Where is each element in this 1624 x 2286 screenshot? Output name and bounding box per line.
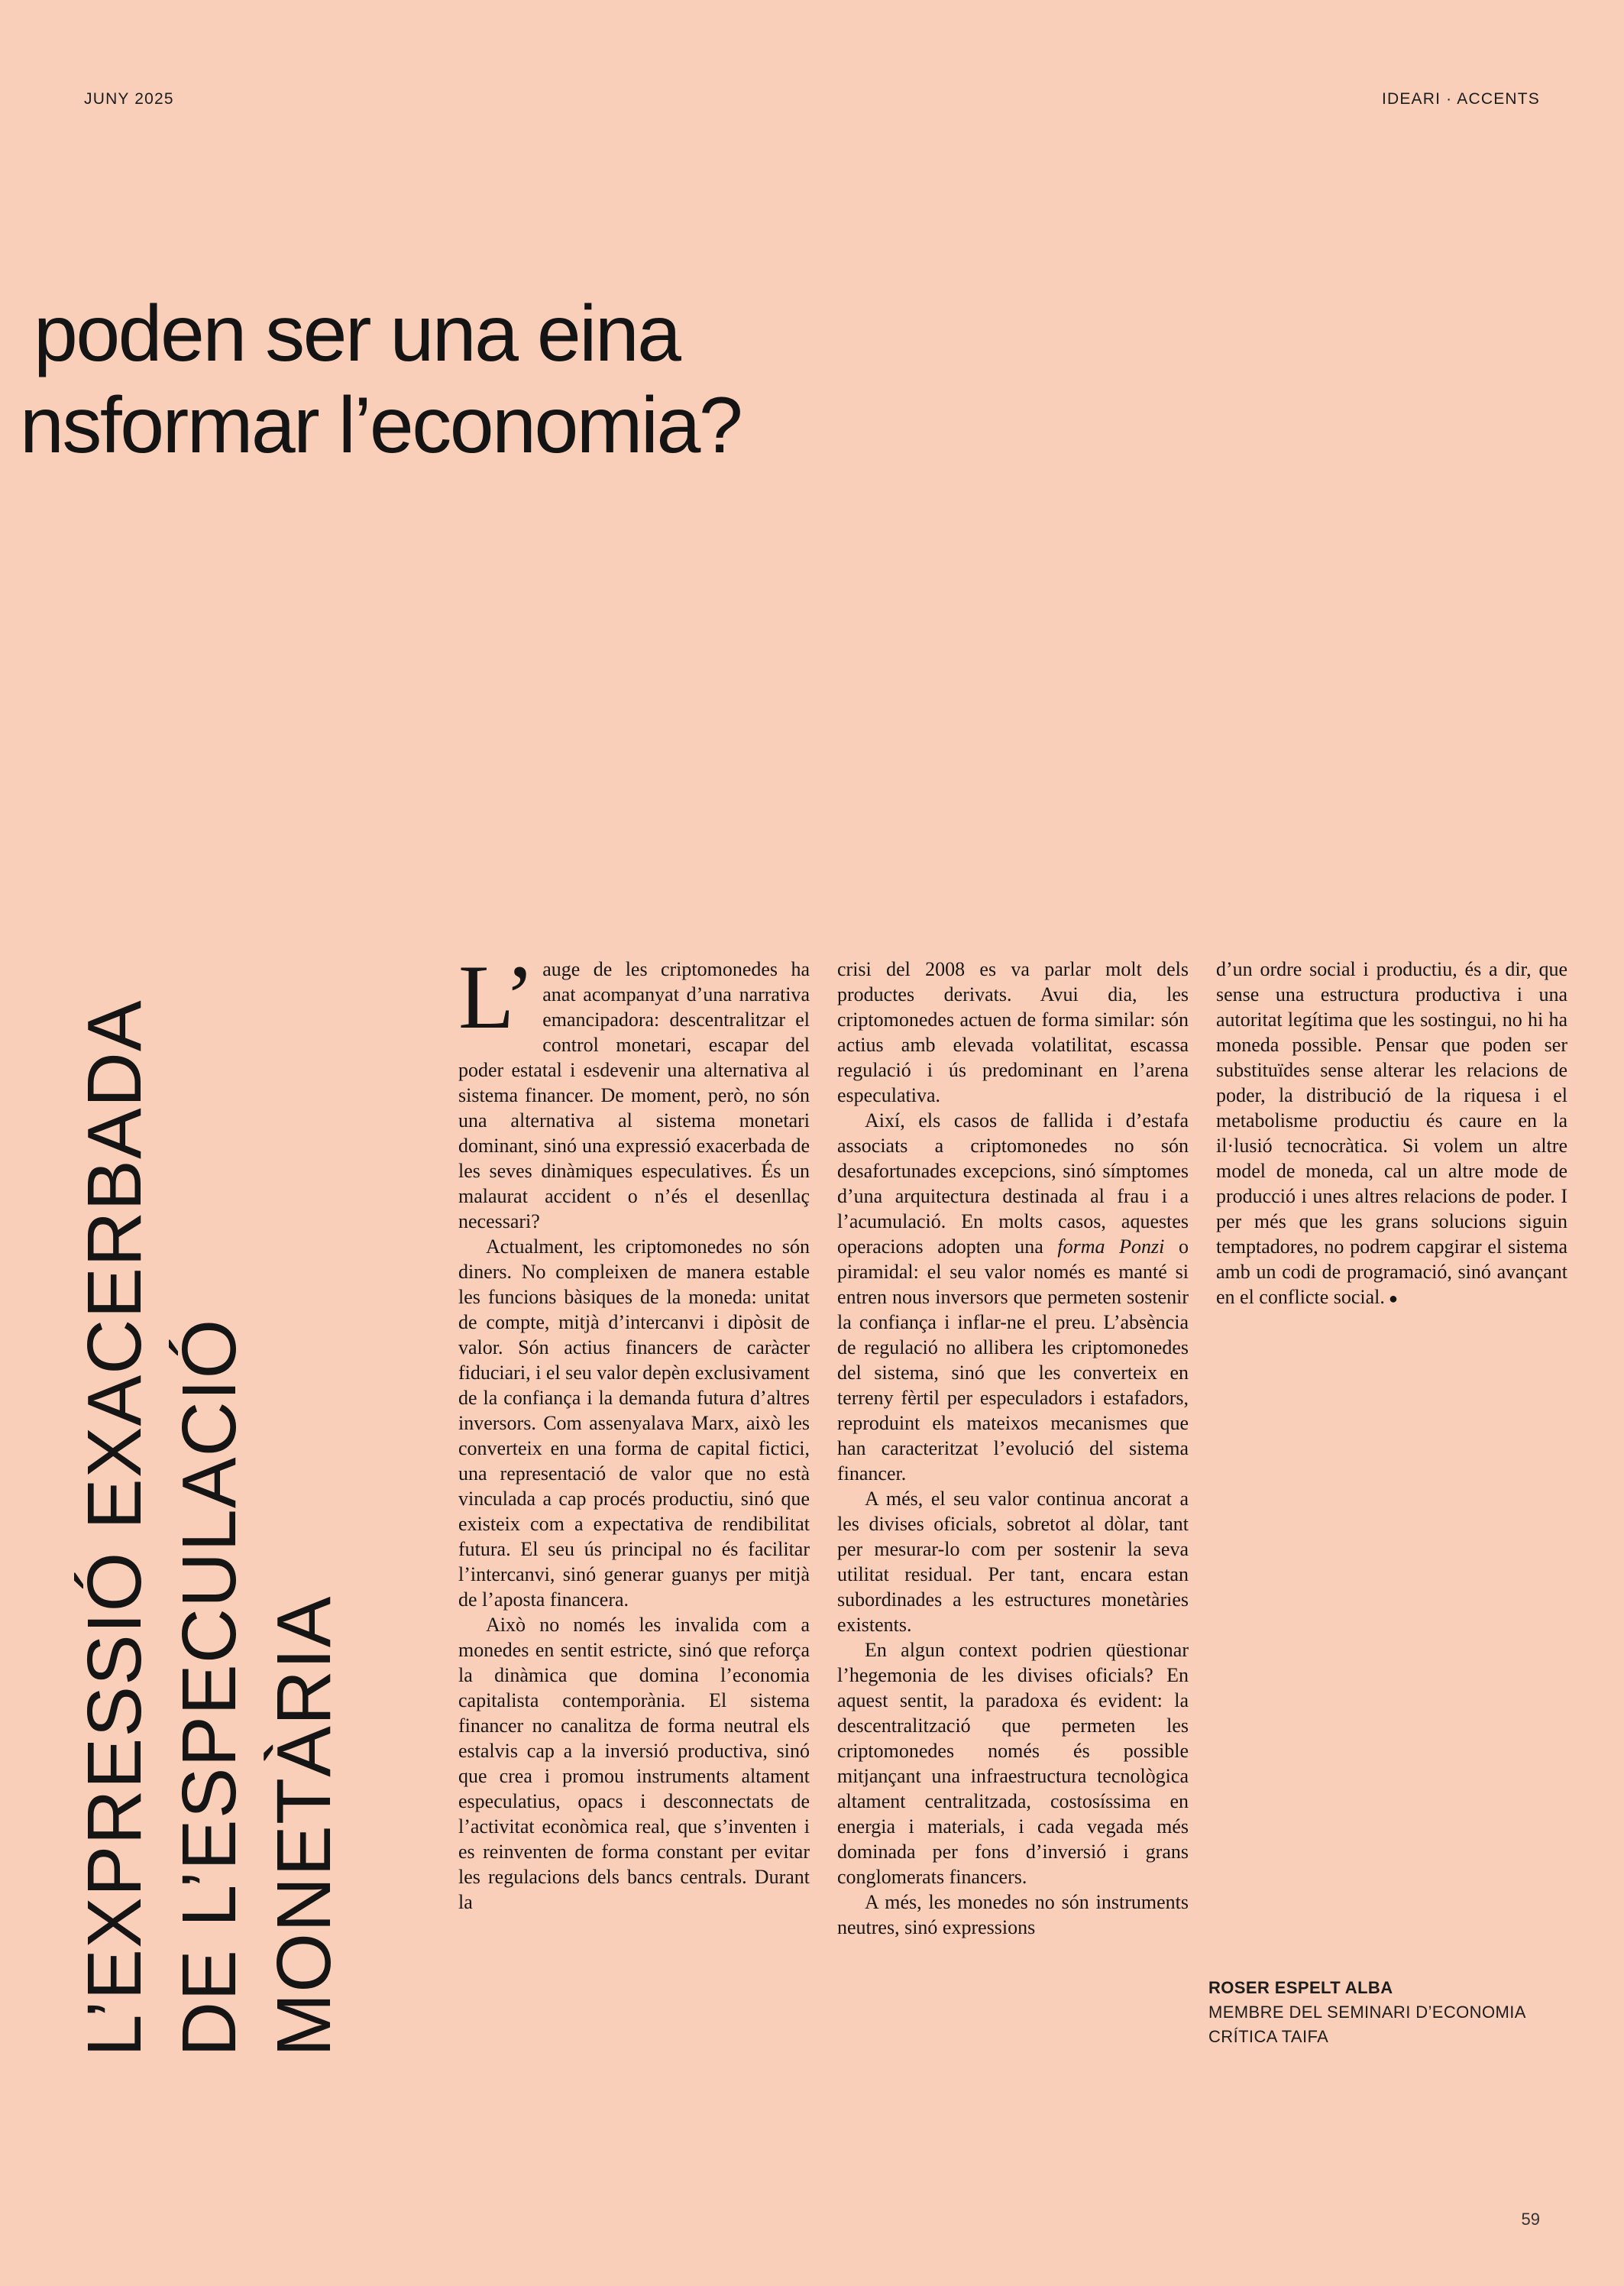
paragraph (837, 1889, 1189, 1940)
author-block (1208, 1976, 1567, 2049)
side-title-line: MONETÀRIA (261, 1595, 347, 2057)
body-text: En algun context podrien qüestionar l’hegemonia de les divises oficials? En aquest sentit, la paradoxa és evident: la descentralització que permeten les criptomonedes només és possible mitjançant una infraestructura tecnològica altament centralitzada, costosíssima en energia i materials, i cada vegada més dominada per fons d’inversió i grans conglomerats financers. (837, 1639, 1189, 1888)
text-column (458, 946, 810, 1940)
issue-date: JUNY 2025 (84, 90, 174, 108)
paragraph (1216, 957, 1567, 1312)
page-number: 59 (1521, 2210, 1540, 2229)
side-title-line: L’EXPRESSIÓ EXACERBADA (72, 999, 157, 2057)
body-text: A més, el seu valor continua ancorat a les divises oficials, sobretot al dòlar, tant per mesurar-lo com per sostenir la seva utilitat residual. Per tant, encara estan subordinades a les estructures monetàries existents. (837, 1488, 1189, 1636)
body-text: A més, les monedes no són instruments neutres, sinó expressions (837, 1891, 1189, 1938)
text-column (1216, 957, 1567, 1940)
body-text: o piramidal: el seu valor només es manté si entren nous inversors que permeten sostenir la confiança i inflar-ne el preu. L’absència de regulació no allibera les criptomonedes del sistema, sinó que les converteix en terreny fèrtil per especuladors i estafadors, reproduint els mateixos mecanismes que han caracteritzat l’evolució del sistema financer. (837, 1235, 1189, 1485)
paragraph (837, 957, 1189, 1108)
paragraph (837, 1486, 1189, 1637)
body-text: crisi del 2008 es va parlar molt dels productes derivats. Avui dia, les criptomonedes actuen de forma similar: són actius amb elevada volatilitat, escassa regulació i ús predominant en l’arena especulativa. (837, 958, 1189, 1106)
headline (20, 289, 741, 471)
body-text: Així, els casos de fallida i d’estafa associats a criptomonedes no són desafortunades excepcions, sinó símptomes d’una arquitectura destinada al frau i a l’acumulació. En molts casos, aquestes operacions adopten una (837, 1109, 1189, 1258)
headline-line: poden ser una eina (34, 290, 680, 378)
headline-line: nsformar l’economia? (20, 380, 742, 470)
body-text: auge de les criptomonedes ha anat acompanyat d’una narrativa emancipadora: descentralitzar el control monetari, escapar del poder estatal i esdevenir una alternativa al sistema financer. De moment, però, no són una alternativa al sistema monetari dominant, sinó una expressió exacerbada de les seves dinàmiques especulatives. És un malaurat accident o n’és el desenllaç necessari? (458, 958, 810, 1232)
author-name: ROSER ESPELT ALBA (1208, 1978, 1393, 1997)
article-body (458, 946, 1567, 1940)
italic-text: forma Ponzi (1057, 1235, 1165, 1258)
body-text: Això no només les invalida com a monedes en sentit estricte, sinó que reforça la dinàmica que domina l’economia capitalista contemporània. El sistema financer no canalitza de forma neutral els estalvis cap a la inversió productiva, sinó que crea i promou instruments altament especulatius, opacs i desconnectats de l’activitat econòmica real, que s’inventen i es reinventen de forma constant per evitar les regulacions dels bancs centrals. Durant la (458, 1614, 810, 1913)
body-text: d’un ordre social i productiu, és a dir, que sense una estructura productiva i una autoritat legítima que les sostingui, no hi ha moneda possible. Pensar que poden ser substituïdes sense alterar les relacions de poder, la distribució de la riquesa i el metabolisme productiu és caure en la il·lusió tecnocràtica. Si volem un altre model de moneda, cal un altre mode de producció i unes altres relacions de poder. I per més que les grans solucions siguin temptadores, no podrem capgirar el sistema amb un codi de programació, sinó avançant en el conflicte social. (1216, 958, 1567, 1308)
paragraph (837, 1637, 1189, 1889)
text-column (837, 957, 1189, 1940)
paragraph (458, 1612, 810, 1915)
section-label: IDEARI · ACCENTS (1381, 90, 1540, 108)
side-title-line: DE L’ESPECULACIÓ (167, 1318, 252, 2057)
drop-cap: L’ (458, 946, 534, 1047)
paragraph (458, 946, 810, 1234)
end-mark: ● (1384, 1290, 1398, 1307)
paragraph (458, 1234, 810, 1612)
body-text: Actualment, les criptomonedes no són diners. No compleixen de manera estable les funcions bàsiques de la moneda: unitat de compte, mitjà d’intercanvi i dipòsit de valor. Són actius financers de caràcter fiduciari, i el seu valor depèn exclusivament de la confiança i la demanda futura d’altres inversors. Com assenyalava Marx, això les converteix en una forma de capital fictici, una representació de valor que no està vinculada a cap procés productiu, sinó que existeix com a expectativa de rendibilitat futura. El seu ús principal no és facilitar l’intercanvi, sinó generar guanys per mitjà de l’aposta financera. (458, 1235, 810, 1611)
author-role: MEMBRE DEL SEMINARI D’ECONOMIA CRÍTICA TAIFA (1208, 2002, 1525, 2046)
paragraph (837, 1108, 1189, 1486)
